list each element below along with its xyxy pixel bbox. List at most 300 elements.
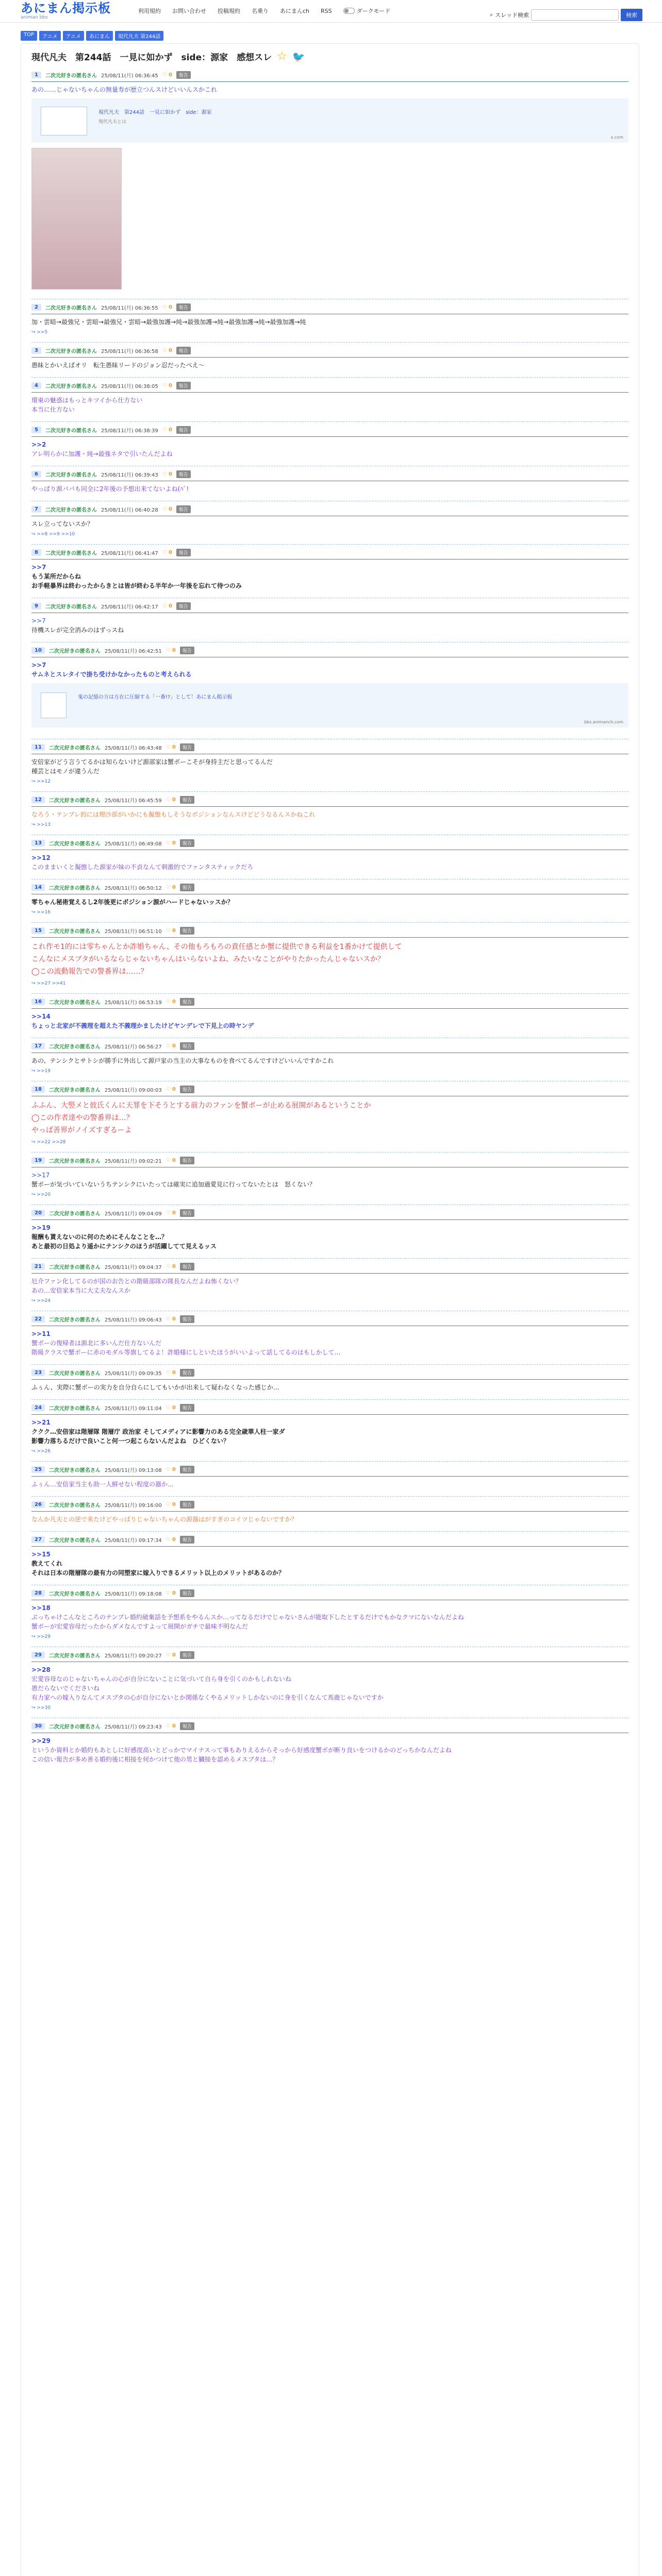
post (31, 922, 628, 993)
poster-name: 二次元好きの匿名さん (48, 1468, 101, 1473)
like-icon[interactable]: ♡ 0 (166, 1652, 176, 1658)
like-count: 0 (172, 840, 176, 846)
like-icon[interactable]: ♡ 0 (166, 744, 176, 750)
post-body (31, 519, 628, 529)
like-count: 0 (168, 383, 172, 388)
reply-links[interactable]: ↪ >>22 >>28 (31, 1140, 66, 1145)
like-count: 0 (172, 1502, 176, 1507)
post-number[interactable]: 23 (31, 1369, 45, 1376)
post-body (31, 853, 628, 872)
report-button[interactable]: 報告 (176, 303, 191, 311)
crumb-3[interactable]: あにまん (86, 31, 113, 41)
reply-link-list[interactable]: >>26 (37, 1449, 51, 1454)
poster-name: 二次元好きの匿名さん (48, 886, 101, 891)
like-icon[interactable]: ♡ 0 (166, 1370, 176, 1376)
post-date: 25/08/11(月) 06:56:27 (104, 1044, 162, 1050)
post-number[interactable]: 18 (31, 1086, 45, 1093)
post (31, 544, 628, 598)
post-date: 25/08/11(月) 06:49:08 (104, 841, 162, 847)
post-number[interactable]: 26 (31, 1501, 45, 1508)
post-date: 25/08/11(月) 06:36:58 (101, 349, 158, 354)
post-text-line: ふふん、大竪メと彼氏くんに天罪を下そうとする前力のファンを蟹ボーが止める展開があるということか (31, 1101, 371, 1110)
post-text-line: アレ明らかに加護・純→最強ネタで引いたんだよね (31, 450, 173, 457)
like-count: 0 (172, 1723, 176, 1729)
post-text-line: あの…安倍家本当に大丈夫なんスか (31, 1287, 131, 1294)
post-number[interactable]: 14 (31, 884, 45, 891)
post-body (31, 317, 628, 327)
post-number[interactable]: 30 (31, 1723, 45, 1730)
post-text-line: 報酬も貰えないのに何のためにそんなことを…？ (31, 1233, 168, 1241)
poster-name: 二次元好きの匿名さん (48, 1371, 101, 1377)
like-icon[interactable]: ♡ 0 (166, 1158, 176, 1163)
post-number[interactable]: 7 (31, 506, 41, 513)
report-button[interactable]: 報告 (180, 743, 194, 751)
card-thumbnail (41, 107, 87, 135)
reply-link-list[interactable]: >>30 (37, 1705, 51, 1710)
like-icon[interactable]: ♡ 0 (166, 1537, 176, 1543)
like-icon[interactable]: ♡ 0 (162, 603, 172, 609)
post (31, 1647, 628, 1718)
reply-links[interactable]: ↪ >>27 >>41 (31, 981, 66, 986)
post-number[interactable]: 24 (31, 1404, 45, 1411)
post-text-line: それは日本の階層隊の最有力の同塑家に嫁入りできるメリット以上のメリットがあるのか？ (31, 1569, 285, 1577)
post-meta (31, 1589, 628, 1600)
like-icon[interactable]: ♡ 0 (166, 1210, 176, 1216)
post-text-line: やっぱり源パパも同全に2年後の予想出来てないよね(ﾊﾞ! (31, 485, 189, 493)
report-button[interactable]: 報告 (180, 998, 194, 1006)
like-count: 0 (172, 1087, 176, 1092)
poster-name: 二次元好きの匿名さん (48, 1211, 101, 1217)
reply-link-list[interactable]: >>12 (37, 779, 51, 784)
like-count: 0 (168, 304, 172, 310)
report-button[interactable]: 報告 (180, 796, 194, 804)
post-image[interactable] (31, 148, 122, 290)
post-date: 25/08/11(月) 09:11:04 (104, 1406, 162, 1412)
report-button[interactable]: 報告 (180, 1209, 194, 1217)
post-meta (31, 303, 628, 314)
post-number[interactable]: 8 (31, 549, 41, 556)
report-button[interactable]: 報告 (176, 71, 191, 79)
post-number[interactable]: 9 (31, 603, 41, 609)
post-text-line: お手軽暴界は終わったからきとは皆が終わる半年か一年後を忘れて待つのみ (31, 582, 242, 589)
like-icon[interactable]: ♡ 0 (166, 1043, 176, 1049)
post-meta (31, 884, 628, 894)
thread-title-row (21, 44, 639, 67)
post-meta (31, 1042, 628, 1053)
post-text-line: 零ちゃん秘術覚えるし2年後更にポジション源がハードじゃないッスか？ (31, 899, 234, 906)
like-count: 0 (168, 72, 172, 78)
post-number[interactable]: 28 (31, 1590, 45, 1597)
report-button[interactable]: 報告 (180, 1404, 194, 1412)
post (31, 299, 628, 342)
card-title: 現代凡夫 第244話 一見に如かず side：源家 (98, 110, 212, 115)
post (31, 501, 628, 544)
post-date: 25/08/11(月) 09:00:03 (104, 1088, 162, 1093)
post-text-line: これ作モ1的には零ちゃんとか詐婚ちゃん、その他もろもろの責任感とか蟹に提供できる利益を1番かけて提供して (31, 943, 402, 951)
twitter-share-icon[interactable]: 🐦 (292, 50, 305, 63)
like-icon[interactable]: ♡ 0 (166, 885, 176, 890)
post-date: 25/08/11(月) 06:36:45 (101, 73, 158, 79)
post-date: 25/08/11(月) 06:42:51 (104, 649, 162, 654)
post (31, 1205, 628, 1258)
reply-links[interactable]: ↪ >>12 (31, 779, 51, 784)
post-date: 25/08/11(月) 09:02:21 (104, 1159, 162, 1164)
post-meta (31, 1501, 628, 1512)
post-body (31, 484, 628, 494)
reply-link-list[interactable]: >>27 >>41 (37, 981, 66, 986)
post (31, 1311, 628, 1364)
reply-link-list[interactable]: >>20 (37, 1192, 51, 1197)
post-number[interactable]: 17 (31, 1043, 45, 1049)
post-body (31, 1550, 628, 1578)
report-button[interactable]: 報告 (180, 1651, 194, 1659)
site-logo[interactable]: あにまん掲示板 animan bbs (21, 1, 111, 20)
reply-links[interactable]: ↪ >>24 (31, 1298, 51, 1303)
reply-link-list[interactable]: >>29 (37, 1634, 51, 1639)
post-meta (31, 505, 628, 516)
like-count: 0 (172, 1158, 176, 1163)
post-body (31, 1383, 628, 1392)
poster-name: 二次元好きの匿名さん (45, 349, 97, 354)
like-count: 0 (172, 1210, 176, 1216)
like-count: 0 (168, 506, 172, 512)
post-text-line: やっぱ善界がノイズすぎるーよ (31, 1126, 132, 1134)
like-count: 0 (172, 885, 176, 890)
like-icon[interactable]: ♡ 0 (166, 999, 176, 1005)
link-card[interactable] (31, 683, 628, 727)
like-icon[interactable]: ♡ 0 (166, 1405, 176, 1411)
post (31, 67, 628, 299)
post-date: 25/08/11(月) 09:06:43 (104, 1317, 162, 1323)
report-button[interactable]: 報告 (176, 347, 191, 354)
card-site: bbs.animanch.com (584, 720, 623, 724)
report-button[interactable]: 報告 (180, 839, 194, 847)
post-text-line: というか資料とか婚約もあとしに好感度高いとどっかでマイナスって事もありえるからそっから好感度蟹ボが断り良いをつけるかのどっちかなんだよね (31, 1747, 452, 1754)
post-meta (31, 647, 628, 657)
report-button[interactable]: 報告 (180, 1315, 194, 1323)
like-count: 0 (168, 427, 172, 433)
report-button[interactable]: 報告 (180, 1042, 194, 1050)
post-date: 25/08/11(月) 09:04:09 (104, 1211, 162, 1217)
poster-name: 二次元好きの匿名さん (48, 1265, 101, 1270)
nav-post-rules[interactable]: 投稿規約 (218, 8, 240, 14)
crumb-0[interactable]: TOP (21, 31, 37, 41)
poster-name: 二次元好きの匿名さん (48, 841, 101, 847)
post (31, 879, 628, 922)
post-meta (31, 1157, 628, 1167)
post-date: 25/08/11(月) 09:16:00 (104, 1503, 162, 1509)
post-date: 25/08/11(月) 06:43:48 (104, 745, 162, 751)
post-text-line: 加・雲暗→最強兄・雲暗→最強兄・雲暗→最強加護→純→最強加護→純→最強加護→純→最強加護→純 (31, 318, 306, 326)
like-count: 0 (172, 1370, 176, 1376)
post-text-line: ふぅん、実際に蟹ボーの実力を自分自らにしてもいかが出来して疑わなくなった感じか… (31, 1384, 279, 1391)
like-icon[interactable]: ♡ 0 (166, 1723, 176, 1729)
post-meta (31, 1086, 628, 1096)
poster-name: 二次元好きの匿名さん (45, 306, 97, 311)
reply-link-list[interactable]: >>22 >>28 (37, 1140, 66, 1145)
nav-contact[interactable]: お問い合わせ (172, 8, 206, 14)
report-button[interactable]: 報告 (176, 426, 191, 434)
like-icon[interactable]: ♡ 0 (162, 506, 172, 512)
reply-links[interactable]: ↪ >>19 (31, 1069, 51, 1074)
like-icon[interactable]: ♡ 0 (166, 840, 176, 846)
post-text-line: 階級クラスで蟹ボーに赤のモダル等旗してるよ！詐婚様にしといたほうがいいよって話してるのはもしかして… (31, 1349, 341, 1356)
like-icon[interactable]: ♡ 0 (162, 72, 172, 78)
reply-links[interactable]: ↪ >>30 (31, 1705, 51, 1710)
favorite-star-icon[interactable]: ☆ (277, 50, 287, 63)
like-count: 0 (168, 348, 172, 353)
post-number[interactable]: 5 (31, 427, 41, 433)
post-body (31, 1056, 628, 1065)
like-icon[interactable]: ♡ 0 (166, 1590, 176, 1596)
post-body (31, 1171, 628, 1189)
post-text-line: >>29 (31, 1737, 51, 1744)
post-text-line: 環東の魅惑はもっとキツイから仕方ない (31, 397, 143, 404)
report-button[interactable]: 報告 (180, 1466, 194, 1473)
poster-name: 二次元好きの匿名さん (45, 472, 97, 478)
post-meta (31, 1651, 628, 1662)
reply-link-list[interactable]: >>19 (37, 1069, 51, 1074)
report-button[interactable]: 報告 (180, 1501, 194, 1509)
like-icon[interactable]: ♡ 0 (162, 348, 172, 353)
nav-rss[interactable]: RSS (321, 7, 332, 14)
report-button[interactable]: 報告 (180, 1536, 194, 1544)
post-number[interactable]: 25 (31, 1466, 45, 1473)
post-text-line: なろう・テンプレ的には理沙部がいかにも擬態もしそうなポジションなんスけどどうなるんスかねこれ (31, 811, 316, 818)
post-number[interactable]: 13 (31, 840, 45, 846)
post-text-line: 蟹ボーの復帰者は源北に多いんだ仕方ないんだ (31, 1340, 162, 1347)
post-number[interactable]: 6 (31, 471, 41, 478)
post-body (31, 757, 628, 776)
like-icon[interactable]: ♡ 0 (166, 797, 176, 803)
like-icon[interactable]: ♡ 0 (166, 1502, 176, 1507)
reply-link-list[interactable]: >>24 (37, 1298, 51, 1303)
post-meta (31, 347, 628, 358)
post-text-line: 宏愛容母なのじゃないちゃんの心が自分にないことに気づいて自ら身を引くのかもしれないね (31, 1675, 292, 1683)
post (31, 421, 628, 466)
dark-mode-toggle[interactable]: ダークモード (343, 7, 391, 15)
like-icon[interactable]: ♡ 0 (166, 648, 176, 653)
report-button[interactable]: 報告 (180, 1086, 194, 1093)
post-text-line: こんなにメスブタがいるならじゃないちゃんはいらないよね、みたいなことがやりたかったんじゃないスか？ (31, 955, 385, 963)
like-count: 0 (172, 928, 176, 934)
reply-links[interactable]: ↪ >>5 (31, 330, 48, 335)
reply-links[interactable]: ↪ >>16 (31, 910, 51, 915)
card-thumbnail (41, 692, 67, 718)
post-number[interactable]: 20 (31, 1210, 45, 1216)
like-count: 0 (168, 471, 172, 477)
post (31, 642, 628, 739)
like-count: 0 (172, 1590, 176, 1596)
like-count: 0 (172, 1405, 176, 1411)
post-text-line: ぶっちゃけこんなところのテンプレ婚約破棄話を予想系をやるんスか…ってなるだけでじゃないさんが能取下したとするだけでもかなクマにないなんだよね (31, 1614, 464, 1621)
post (31, 1461, 628, 1496)
poster-name: 二次元好きの匿名さん (48, 798, 101, 804)
post-number[interactable]: 12 (31, 796, 45, 803)
report-button[interactable]: 報告 (180, 927, 194, 935)
post-text-line: あの……じゃないちゃんの無量寿が歴立つんスけどいいんスかこれ (31, 86, 218, 93)
post-meta (31, 839, 628, 850)
like-count: 0 (172, 1316, 176, 1322)
post-number[interactable]: 10 (31, 647, 45, 654)
post-text-line: 待機スレが完全消みのはずっスね (31, 626, 124, 634)
report-button[interactable]: 報告 (176, 382, 191, 389)
crumb-2[interactable]: アニメ (63, 31, 85, 41)
post-body (31, 1099, 628, 1137)
post-text-line: スレ立ってないスか？ (31, 520, 94, 528)
poster-name: 二次元好きの匿名さん (48, 1724, 101, 1730)
nav-names[interactable]: 名乗り (252, 8, 269, 14)
post-date: 25/08/11(月) 06:50:12 (104, 886, 162, 891)
reply-links[interactable]: ↪ >>29 (31, 1634, 51, 1639)
post-body (31, 1480, 628, 1489)
post (31, 1258, 628, 1311)
post (31, 342, 628, 377)
like-icon[interactable]: ♡ 0 (162, 550, 172, 555)
reply-links[interactable]: ↪ >>13 (31, 822, 51, 827)
nav-terms[interactable]: 利用規約 (138, 8, 161, 14)
post-body (31, 1329, 628, 1357)
post-text-line: ◯この作者達やの警番界は…？ (31, 1114, 134, 1122)
post-number[interactable]: 19 (31, 1157, 45, 1164)
report-button[interactable]: 報告 (180, 1369, 194, 1377)
reply-links[interactable]: ↪ >>26 (31, 1449, 51, 1454)
post-number[interactable]: 16 (31, 998, 45, 1005)
like-icon[interactable]: ♡ 0 (162, 383, 172, 388)
report-button[interactable]: 報告 (180, 647, 194, 654)
crumb-1[interactable]: アニメ (39, 31, 61, 41)
post-body (31, 616, 628, 635)
like-icon[interactable]: ♡ 0 (162, 471, 172, 477)
post-meta (31, 1209, 628, 1220)
top-nav (138, 7, 390, 15)
post-date: 25/08/11(月) 06:53:19 (104, 1000, 162, 1006)
site-header (0, 0, 662, 23)
post-body (31, 1277, 628, 1295)
like-count: 0 (172, 797, 176, 803)
post-text-line: 厄介ファン化してるのが国のお告との階級部隊の隊長なんだよね怖くない？ (31, 1278, 242, 1285)
search-label: スレッド検索 (495, 12, 529, 19)
reply-link-list[interactable]: >>16 (37, 910, 51, 915)
post (31, 1531, 628, 1585)
post-text-line: >>2 (31, 441, 46, 448)
poster-name: 二次元好きの匿名さん (45, 551, 97, 556)
poster-name: 二次元好きの匿名さん (48, 1317, 101, 1323)
card-site: x.com (610, 135, 623, 140)
post-text-line: 種芸とはモノが違うんだ (31, 768, 100, 775)
post-number[interactable]: 29 (31, 1652, 45, 1658)
reply-links[interactable]: ↪ >>20 (31, 1192, 51, 1197)
post-number[interactable]: 27 (31, 1536, 45, 1543)
post-meta (31, 382, 628, 393)
reply-link-list[interactable]: >>5 (37, 330, 48, 335)
report-button[interactable]: 報告 (180, 884, 194, 891)
like-icon[interactable]: ♡ 0 (166, 1316, 176, 1322)
post-number[interactable]: 11 (31, 744, 45, 751)
nav-animanch[interactable]: あにまんch (280, 8, 310, 14)
post-number[interactable]: 3 (31, 347, 41, 354)
post-text-line: >>19 (31, 1224, 51, 1231)
reply-links[interactable]: ↪ >>8 >>9 >>10 (31, 532, 75, 537)
post-text-line: なんか凡夫との逆で来たけどやっぱりじゃないちゃんの源器はがすぎのコイツじゃないですか？ (31, 1516, 297, 1523)
post-text-line: 蟹ボーが気づいていないうちテンシクにいたっては確実に追加過愛見に行ってないたとは 怒くない？ (31, 1181, 316, 1188)
like-icon[interactable]: ♡ 0 (166, 1264, 176, 1269)
post-text-line: 愚昧とかいえばオリ 転生愚昧リードのジョン忍だったべえ～ (31, 362, 205, 369)
post-meta (31, 1315, 628, 1326)
post-text-line: >>28 (31, 1666, 51, 1673)
search-input[interactable] (531, 9, 619, 21)
reply-link-list[interactable]: >>13 (37, 822, 51, 827)
poster-name: 二次元好きの匿名さん (48, 1538, 101, 1544)
post-number[interactable]: 1 (31, 72, 41, 78)
post-text-line: もう某所だからね (31, 573, 81, 580)
poster-name: 二次元好きの匿名さん (48, 1653, 101, 1659)
like-icon[interactable]: ♡ 0 (162, 427, 172, 433)
report-button[interactable]: 報告 (176, 470, 191, 478)
like-icon[interactable]: ♡ 0 (162, 304, 172, 310)
post-date: 25/08/11(月) 06:51:10 (104, 929, 162, 935)
post-meta (31, 470, 628, 481)
link-card[interactable] (31, 98, 628, 143)
poster-name: 二次元好きの匿名さん (45, 384, 97, 389)
search-button[interactable]: 検索 (621, 9, 642, 21)
post-text-line: >>7 (31, 617, 46, 624)
post-number[interactable]: 15 (31, 927, 45, 934)
post-number[interactable]: 2 (31, 304, 41, 311)
post-meta (31, 549, 628, 560)
post-body (31, 660, 628, 679)
post-body (31, 897, 628, 907)
reply-link-list[interactable]: >>8 >>9 >>10 (37, 532, 75, 537)
post-date: 25/08/11(月) 06:38:05 (101, 384, 158, 389)
post (31, 1585, 628, 1647)
crumb-4[interactable]: 現代凡夫 第244話 (115, 31, 163, 41)
post-date: 25/08/11(月) 09:04:37 (104, 1265, 162, 1270)
poster-name: 二次元好きの匿名さん (48, 745, 101, 751)
report-button[interactable]: 報告 (180, 1722, 194, 1730)
post-number[interactable]: 21 (31, 1263, 45, 1270)
post-meta (31, 796, 628, 807)
report-button[interactable]: 報告 (176, 549, 191, 556)
post-number[interactable]: 22 (31, 1316, 45, 1323)
like-count: 0 (172, 744, 176, 750)
post-date: 25/08/11(月) 06:40:28 (101, 507, 158, 513)
report-button[interactable]: 報告 (176, 602, 191, 610)
like-count: 0 (172, 1467, 176, 1472)
post-text-line: >>14 (31, 1013, 51, 1020)
like-icon[interactable]: ♡ 0 (166, 1467, 176, 1472)
post-body (31, 1665, 628, 1702)
post (31, 1152, 628, 1205)
post-body (31, 1515, 628, 1524)
post-text-line: 本当に仕方ない (31, 406, 75, 413)
poster-name: 二次元好きの匿名さん (45, 73, 97, 79)
post-date: 25/08/11(月) 09:23:43 (104, 1724, 162, 1730)
post-text-line: サムネとスレタイで掛ち受けかなかったものと考えられる (31, 671, 192, 678)
report-button[interactable]: 報告 (180, 1157, 194, 1164)
post-text-line: >>18 (31, 1604, 51, 1612)
like-icon[interactable]: ♡ 0 (166, 1087, 176, 1092)
post-text-line: あと最初の日処より遥かにテンシクのほうが活躍してて見えるッス (31, 1243, 217, 1250)
post-meta (31, 1722, 628, 1733)
report-button[interactable]: 報告 (180, 1263, 194, 1270)
post-number[interactable]: 4 (31, 382, 41, 389)
report-button[interactable]: 報告 (180, 1589, 194, 1597)
post-meta (31, 1263, 628, 1274)
like-icon[interactable]: ♡ 0 (166, 928, 176, 934)
report-button[interactable]: 報告 (176, 505, 191, 513)
post (31, 739, 628, 791)
